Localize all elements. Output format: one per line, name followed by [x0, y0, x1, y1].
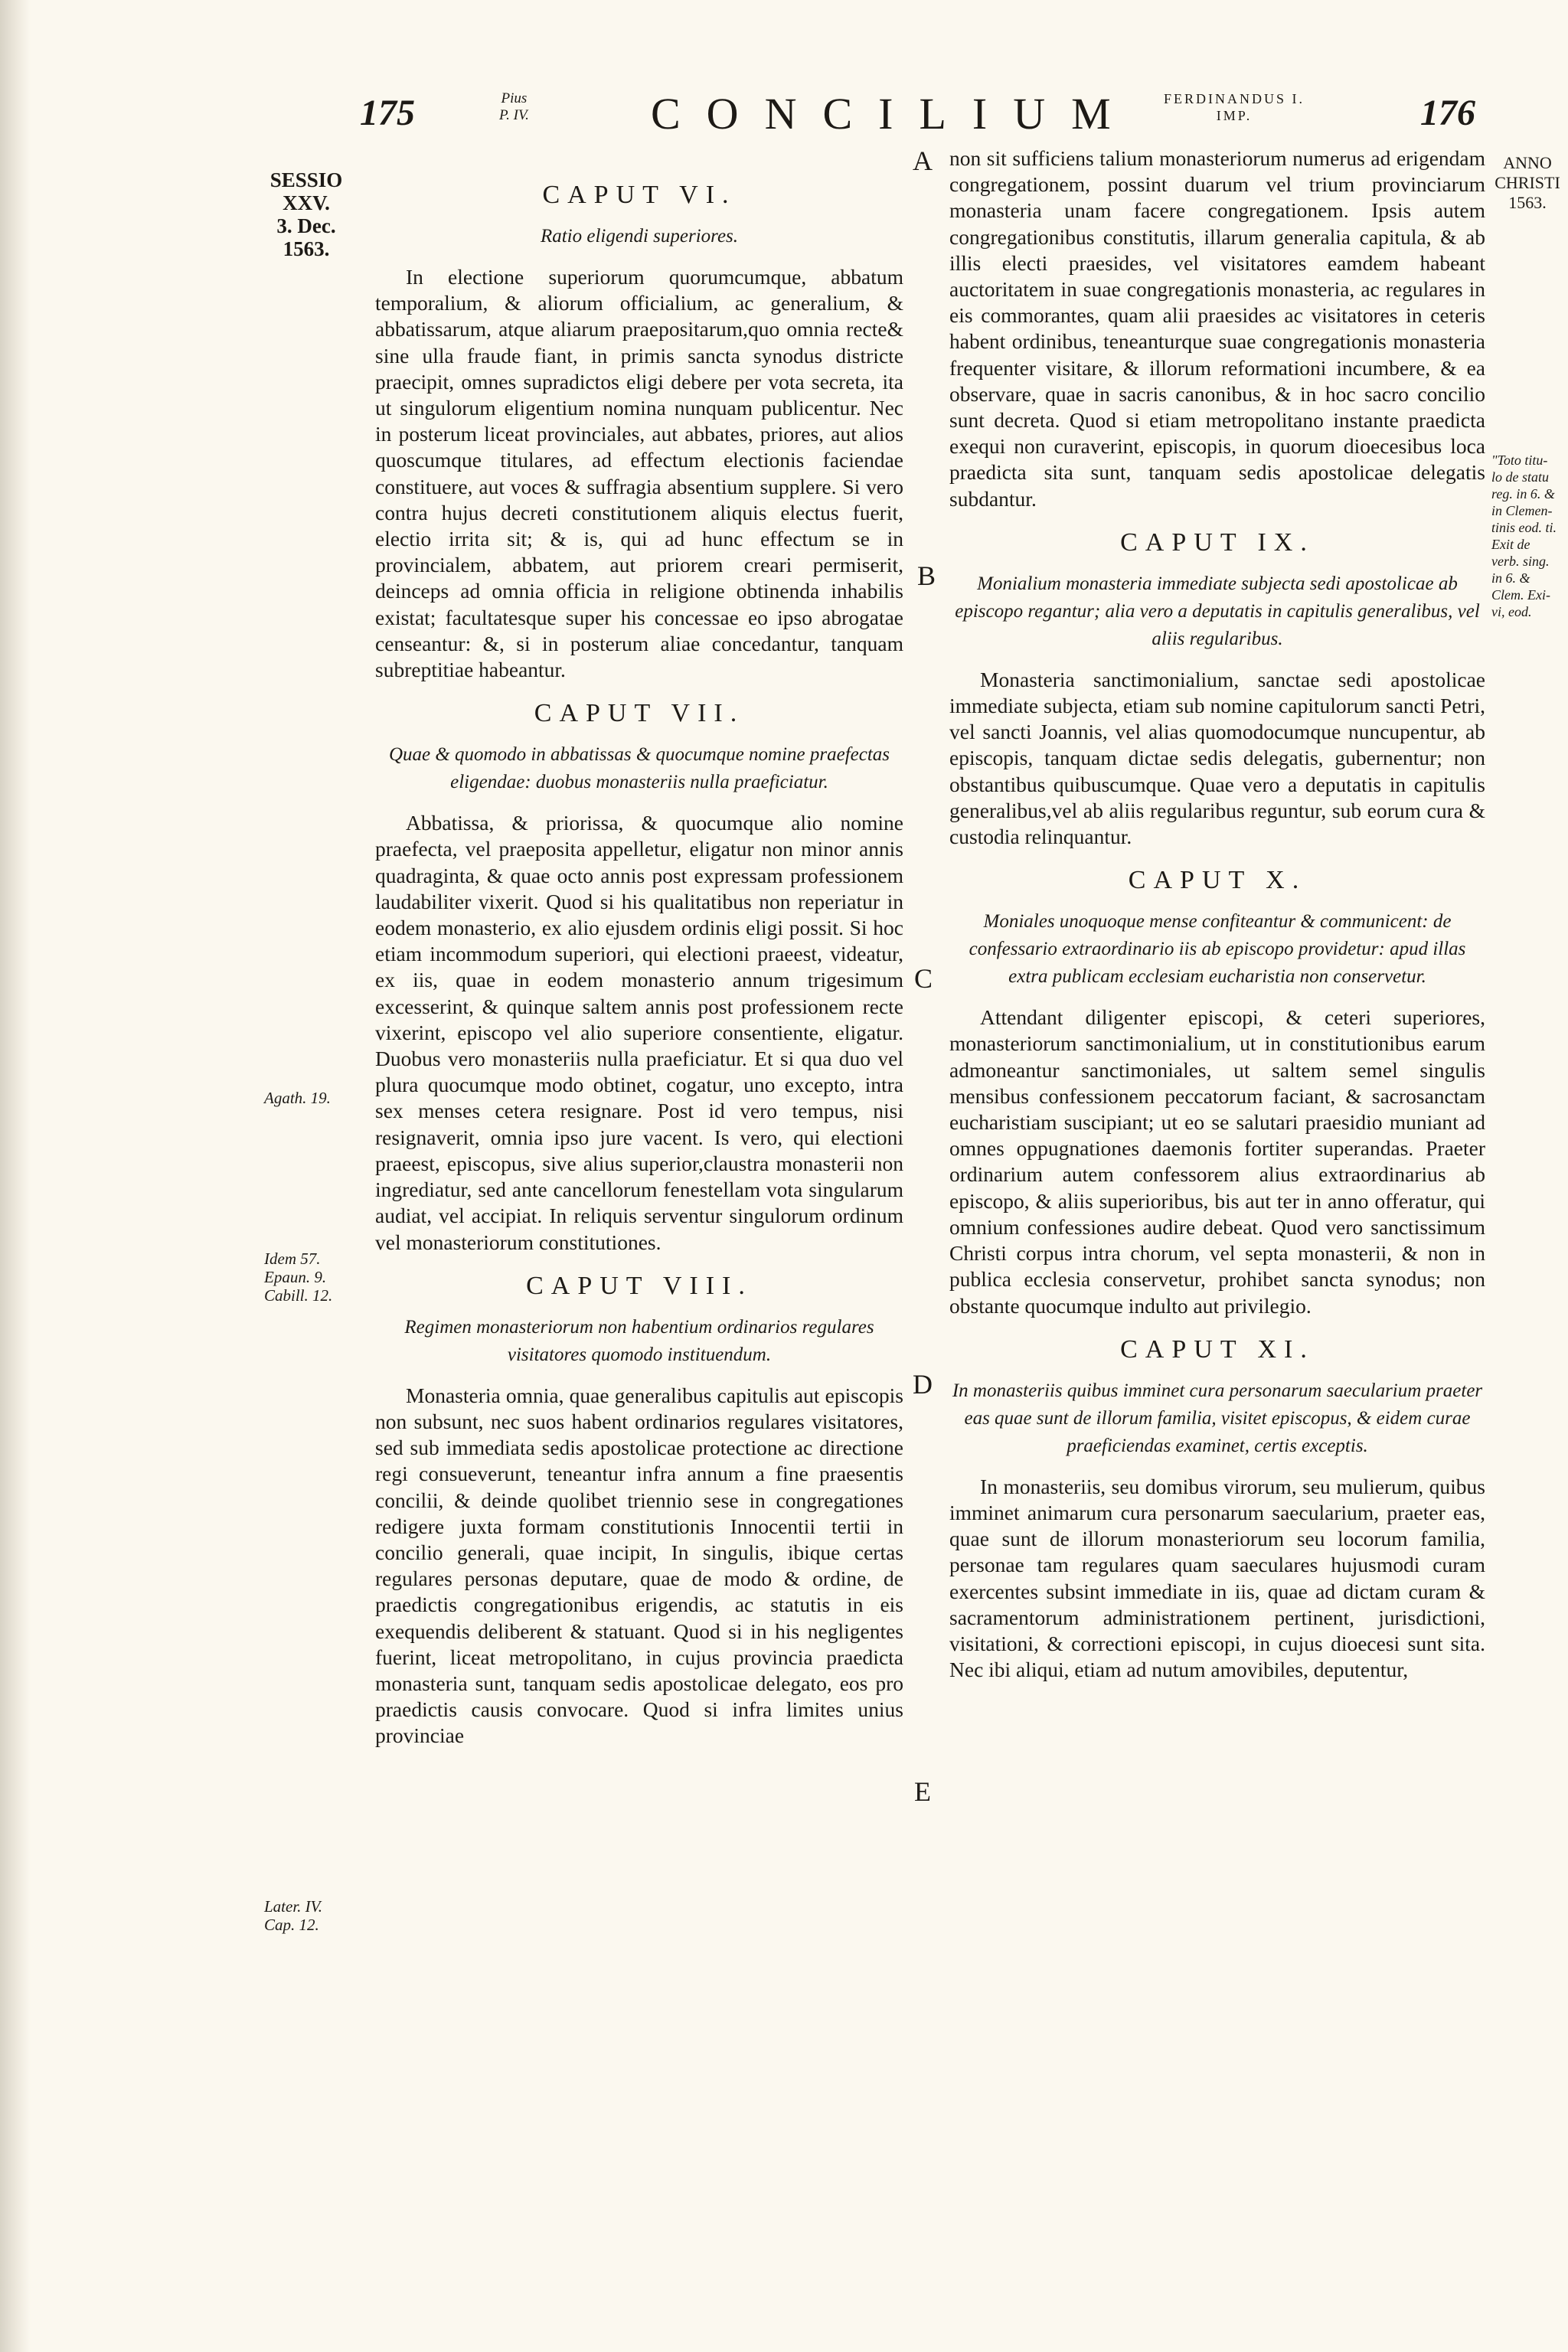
emperor-name [1164, 90, 1305, 124]
session-line: 1563. [283, 237, 330, 260]
caput-11-subtitle: In monasteriis quibus imminet cura personarum saecularium praeter eas quae sunt de illorum familia, visitet episcopus, & eidem curae praeficiendas examinet, certis exceptis. [952, 1380, 1483, 1456]
margin-note-toto-titulo [1491, 452, 1568, 620]
section-letter-a: A [913, 145, 933, 176]
caput-10-subtitle: Moniales unoquoque mense confiteantur & communicent: de confessario extraordinario iis ab episcopo providetur: apud illas extra publicam ecclesiam eucharistia non conservetur. [969, 911, 1466, 988]
margin-ref-idem [264, 1250, 364, 1305]
margin-ref-line: Agath. 19. [264, 1089, 331, 1107]
caput-10-heading: CAPUT X. [1128, 866, 1307, 895]
caput-8-heading: CAPUT VIII. [526, 1271, 753, 1300]
anno-christi-note [1487, 153, 1568, 213]
session-note [256, 168, 356, 260]
margin-ref-line: Later. IV. [264, 1897, 323, 1916]
note-line: lo de statu [1491, 469, 1549, 485]
left-text-column [375, 165, 903, 1757]
pope-name [499, 90, 529, 124]
caput-11-text: In monasteriis, seu domibus virorum, seu mulierum, quibus imminet animarum cura personarum saecularium, praeter eas, quae sunt de illorum monasteriorum seu locorum familia, personae tam regulares quam saeculares hujusmodi curam exercentes subsint immediate in iis, quae ad dictam curam & sacramentorum administrationem pertinent, jurisdictioni, visitationi, & correctioni episcopi, in cujus dioecesi sunt sita. Nec ibi aliqui, etiam ad nutum amovibiles, deputentur, [949, 1474, 1485, 1682]
section-letter-c: C [914, 963, 933, 994]
note-line: in 6. & [1491, 570, 1530, 586]
session-line: SESSIO [270, 168, 343, 191]
pope-line-1: Pius [501, 90, 528, 106]
emperor-line-1: FERDINANDUS I. [1164, 91, 1305, 106]
right-text-column [949, 145, 1485, 1690]
note-line: reg. in 6. & [1491, 486, 1555, 501]
running-title: CONCILIUM [651, 89, 1137, 139]
section-letter-e: E [914, 1776, 931, 1807]
right-page-number: 176 [1420, 93, 1475, 133]
caput-6-text: In electione superiorum quorumcumque, abbatum temporalium, & aliorum officialium, ac generalium, & abbatissarum, atque aliarum praepositarum,quo omnia recte& sine ulla fraude fiant, in primis sancta synodus districte praecipit, omnes supradictos eligi debere per vota secreta, ita ut singulorum eligentium nomina nunquam publicentur. Nec in posterum liceat provinciales, aut abbates, priores, aut alios quoscumque titulares, ad effectum electionis faciendae constituere, aut voces & suffragia absentium supplere. Si vero contra hujus decreti constitutionem aliquis electus fuerit, electio irrita sit; & is, qui ad hunc effectum se in provincialem, abbatem, aut priorem creari permiserit, deinceps ad omnia officia in religione obtinenda inhabilis existat; facultatesque super his concessae eo ipso abrogatae censeantur: &, si in posterum aliae concedantur, tanquam subreptitiae habeantur. [375, 265, 903, 682]
session-line: 3. Dec. [276, 214, 336, 237]
margin-ref-agath [264, 1089, 364, 1107]
caput-8-subtitle: Regimen monasteriorum non habentium ordinarios regulares visitatores quomodo instituendum. [404, 1316, 874, 1365]
caput-9-subtitle: Monialium monasteria immediate subjecta sedi apostolicae ab episcopo regantur; alia vero a deputatis in capitulis generalibus, vel aliis regularibus. [955, 573, 1480, 649]
section-letter-d: D [913, 1369, 933, 1400]
note-line: Exit de [1491, 537, 1530, 552]
caput-6-subtitle: Ratio eligendi superiores. [540, 226, 739, 247]
margin-ref-line: Cabill. 12. [264, 1286, 333, 1305]
caput-7-text: Abbatissa, & priorissa, & quocumque alio nomine praefecta, vel praeposita appelletur, eligatur non minor annis quadraginta, & quae octo annis post expressam professionem laudabiliter vixerit. Quod si his qualitatibus non reperiatur in eodem monasterio, ex alio ejusdem ordinis eligi possit. Si hoc etiam incommodum superiori, qui electioni praeest, videatur, ex iis, quae in eodem monasterio annum trigesimum excesserint, & quinque saltem annis post professionem recte vixerint, episcopo vel alio superiore consentiente, eligatur. Duobus vero monasteriis nulla praeficiatur. Et si qua duo vel plura quocumque modo obtinet, cogatur, uno excepto, intra sex menses cetera resignare. Post id vero tempus, nisi resignaverit, omnia ipso jure vacent. Is vero, qui electioni praeest, episcopus, sive alius superior,claustra monasterii non ingrediatur, sed ante cancellorum fenestellam vota singularum audiat, vel accipiat. In reliquis serventur singulorum ordinum vel monasteriorum constitutiones. [375, 811, 903, 1254]
caput-7-heading: CAPUT VII. [534, 699, 745, 728]
caput-8-text: Monasteria omnia, quae generalibus capitulis aut episcopis non subsunt, nec suos habent ordinarios regulares visitatores, sed sub immediata sedis apostolicae protectione ac directione regi consueverunt, teneantur infra annum a fine praesentis concilii, & deinde quolibet triennio sese in congregationes redigere juxta formam constitutionis Innocentii tertii in concilio generali, quae incipit, In singulis, ibique certas regulares personas deputare, quae de modo & ordine, de praedictis congregationibus erigendis, ac statutis in eis exequendis deliberent & statuant. Quod si in his negligentes fuerint, liceat metropolitano, in cujus provincia praedicta monasteria sunt, tanquam sedis apostolicae delegato, eos pro praedictis causis convocare. Quod si infra limites unius provinciae [375, 1383, 903, 1748]
margin-ref-later [264, 1897, 364, 1934]
note-line: tinis eod. ti. [1491, 520, 1557, 535]
caput-9-heading: CAPUT IX. [1120, 528, 1315, 557]
note-line: in Clemen- [1491, 503, 1553, 518]
margin-ref-line: Idem 57. [264, 1250, 321, 1268]
caput-7-subtitle: Quae & quomodo in abbatissas & quocumque nomine praefectas eligendae: duobus monasteriis nulla praeficiatur. [388, 744, 890, 793]
anno-line: CHRISTI [1494, 173, 1560, 192]
section-letter-b: B [917, 560, 936, 591]
pope-line-2: P. IV. [499, 107, 529, 123]
caput-6-heading: CAPUT VI. [542, 181, 737, 209]
session-line: XXV. [283, 191, 330, 214]
caput-9-text: Monasteria sanctimonialium, sanctae sedi apostolicae immediate subjecta, etiam sub nomine capitulorum sancti Petri, vel sancti Joannis, vel alias quomodocumque nuncupentur, ab episcopis, tanquam dictae sedis delegatis, gubernentur; non obstantibus quibuscumque. Quae vero a deputatis in capitulis generalibus,vel ab aliis regularibus reguntur, sub eorum cura & custodia relinquantur. [949, 667, 1485, 849]
caput-11-heading: CAPUT XI. [1120, 1334, 1315, 1364]
anno-line: 1563. [1508, 193, 1547, 212]
emperor-line-2: IMP. [1216, 108, 1253, 123]
anno-line: ANNO [1503, 153, 1552, 172]
note-line: Clem. Exi- [1491, 587, 1550, 603]
caput-8-continuation: non sit sufficiens talium monasteriorum numerus ad erigendam congregationem, possint duarum vel trium provinciarum monasteria unam facere congregationem. Ipsis autem congregationibus constitutis, illarum generalia capitula, & ab illis electi praesides, vel visitatores eamdem habeant auctoritatem in suae congregationis monasteria, ac regulares in eis commorantes, quam alii praesides ac visitatores in ceteris habent ordinibus, teneanturque suae congregationis monasteria frequenter visitare, & illorum reformationi incumbere, & ea observare, quae in sacris canonibus, & in hoc sacro concilio sunt decreta. Quod si etiam metropolitano instante praedicta exequi non curaverint, episcopis, in quorum dioecesibus loca praedicta sita sunt, tanquam sedis apostolicae delegatis subdantur. [949, 146, 1485, 511]
page-edge-shadow [0, 0, 31, 2352]
margin-ref-line: Cap. 12. [264, 1916, 319, 1934]
note-line: verb. sing. [1491, 554, 1550, 569]
note-line: vi, eod. [1491, 604, 1532, 619]
left-page-number: 175 [360, 93, 415, 133]
note-line: "Toto titu- [1491, 452, 1548, 468]
margin-ref-line: Epaun. 9. [264, 1268, 327, 1286]
caput-10-text: Attendant diligenter episcopi, & ceteri superiores, monasteriorum sanctimonialium, ut in constitutionibus earum admoneantur sanctimoniales, ut saltem semel singulis mensibus confessionem peccatorum faciant, & sacrosanctam eucharistiam suscipiant; ut eo se salutari praesidio muniant ad omnes oppugnationes daemonis fortiter superandas. Praeter ordinarium autem confessorem alius extraordinarius ab episcopo, & aliis superioribus, bis aut ter in anno offeratur, qui omnium confessiones audire debeat. Quod vero sanctissimum Christi corpus intra chorum, vel septa monasterii, & non in publica ecclesia conservetur, prohibet sancta synodus; non obstante quocumque indulto aut privilegio. [949, 1005, 1485, 1318]
